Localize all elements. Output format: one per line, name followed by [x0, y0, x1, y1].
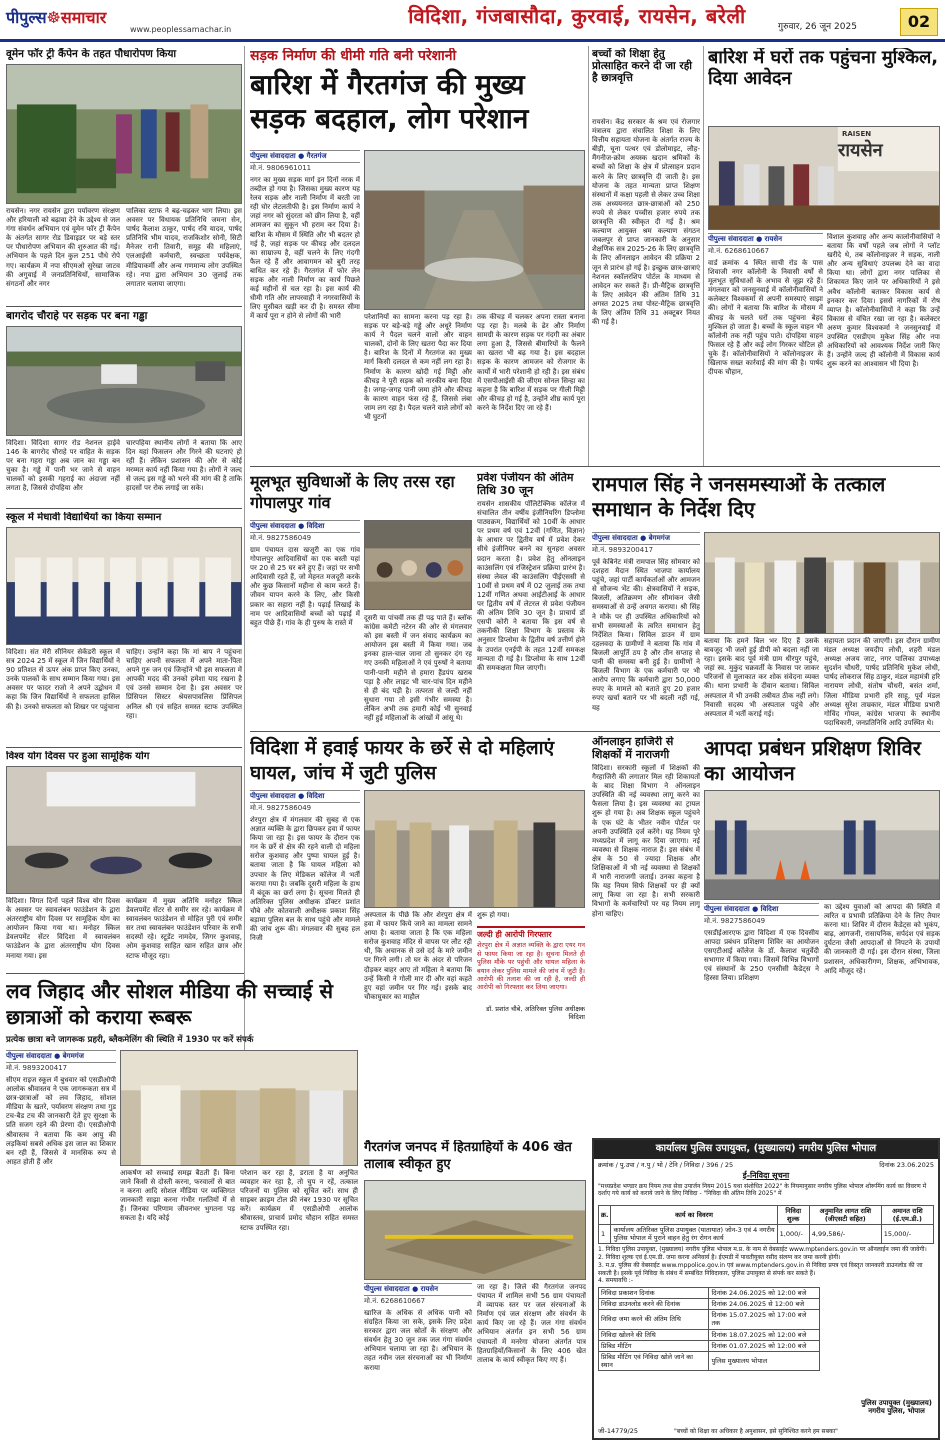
byline-place: रायसेन — [420, 1285, 439, 1293]
tender-intro: "मध्यप्रदेश भण्डार क्रय नियम तथा सेवा उपार्जन नियम 2015 यथा संशोधित 2022" के नियमानुसार नगरीय पुलिस भोपाल शोरूमिंग कार्य का विवरण में दर्शाए गये कार्य को कराये जाने के लिए निविदा - "निविदा की अंतिम तिथि 2025" में — [598, 1182, 927, 1198]
online-body: विदिशा। सरकारी स्कूलों में शिक्षकों की गैरहाजिरी की लगातार मिल रही शिकायतों के बाद शिक्षा विभाग ने ऑनलाइन उपस्थिति की नई व्यवस्था लागू करने का फैसला लिया है। इस व्यवस्था का ट्रायल शुरू हो गया है। अब शिक्षक स्कूल पहुंचने के एक घंटे के भीतर नवीन पोर्टल पर अपनी उपस्थिति दर्ज करेंगे। यह नियम पूरे मध्यप्रदेश में लागू कर दिया जाएगा। नई व्यवस्था से शिक्षक नाराज हैं। इस संबंध में क्षेत्र के 50 से ज्यादा शिक्षक और शिक्षिकाओं में भी नई व्यवस्था से शिक्षकों में भारी नाराजगी जताई। उनका कहना है कि यह नियम सिर्फ शिक्षकों पर ही क्यों लागू किया जा रहा है। सभी सरकारी विभागों के कर्मचारियों पर यह नियम लागू होना चाहिए। — [592, 764, 700, 918]
column-divider — [703, 46, 704, 466]
byline-text: पीपुल्स संवाददाता — [250, 522, 296, 530]
road-body-col2: परेशानियों का सामना करना पड़ रहा है। सड़क पर बड़े-बड़े गड्ढे और अधूरे निर्माण कार्य ने पैदल चलने वालों और वाहन चालकों, दोनों के लिए खतरा पैदा कर दिया है। बारिश के दिनों में गैरतगंज का मुख्य मार्ग किसी दलदल से कम नहीं लग रहा है। निर्माण के कारण खोदी गई मिट्टी और कीचड़ ने पूरी सड़क को नारकीय बना दिया है। जगह-जगह पानी जमा होने और कीचड़ के कारण वाहन फंस रहे हैं, जिससे लंबा जाम लग रहा है। पैदल चलने वाले लोगों को भी घुटनों — [364, 313, 472, 422]
awareness-session-photo — [120, 1050, 358, 1166]
admission-body: रायसेन शासकीय पॉलिटेक्निक कॉलेज में संचालित तीन वर्षीय इंजीनियरिंग डिप्लोमा पाठ्यक्रम, विद्यार्थियों को 10वीं के आधार पर प्रथम वर्ष एवं 12वीं (गणित, विज्ञान) के आधार पर द्वितीय वर्ष में प्रवेश देकर सीधे इंजीनियर बनने का सुनहरा अवसर प्रदान करता है। प्रवेश हेतु ऑनलाइन काउंसलिंग एवं रजिस्ट्रेशन प्रक्रिया प्रारंभ है। संस्था लेवल की काउंसलिंग पीईएससी से 10वीं से प्रथम वर्ष में 02 जुलाई तक तथा 12वीं गणित अथवा आईटीआई के आधार पर द्वितीय वर्ष में लेटरल से प्रवेश पंजीयन की अंतिम तिथि 30 जून है। प्राचार्य डॉ एसपी कोरी ने बताया कि इस वर्ष से तकनीकी शिक्षा विभाग के प्रस्ताव के अनुसार डिप्लोमा के द्वितीय वर्ष उत्तीर्ण होने के उपरांत एनईपी के तहत 12वीं समकक्ष मान्यता दी गई है। डिप्लोमा के साथ 12वीं की समकक्षता मिल जाएगी। — [477, 500, 585, 672]
pothole-headline: बागरोद चौराहे पर सड़क पर बना गड्ढा — [6, 310, 148, 322]
plant-body-col1: रायसेन। नगर रायसेन द्वारा पर्यावरण संरक्षण और हरियाली को बढ़ावा देने के उद्देश्य से जल गंगा संवर्धन अभियान एवं वूमेन फॉर ट्री कैंपेन के अंतर्गत सागर रोड डिवाइडर पर बड़े स्तर पर पौधारोपण अभियान की शुरुआत की गई। अभियान के पहले दिन कुल 251 पौधे रोपे गए। कार्यक्रम में नपा सीएमओ सुरेखा जाटव की अगुवाई में जनप्रतिनिधियों, सामाजिक संगठनों और नगर — [6, 207, 120, 288]
table-cell: दिनांक 01.07.2025 को 12:00 बजे — [709, 1340, 819, 1351]
scholar-body: रायसेन। केंद्र सरकार के श्रम एवं रोजगार मंत्रालय द्वारा संचालित शिक्षा के लिए वित्तीय सहायता योजना के अंतर्गत राज्य के बीड़ी, चूना पत्थर एवं डोलोमाइट, लौह-मैंगनीज-क्रोम अयस्क खदान श्रमिकों के बच्चों को शिक्षा के क्षेत्र में प्रोत्साहन प्रदान करने के लिए छात्रवृत्ति दी जाती है। इस योजना के तहत मान्यता प्राप्त शिक्षण संस्थानों में कक्षा पहली से लेकर उच्च शिक्षा तक अध्ययनरत छात्र-छात्राओं को 250 रुपये से लेकर पच्चीस हजार रुपये तक छात्रवृत्ति की स्वीकृत दी गई है। श्रम कल्याण आयुक्त श्रम कल्याण संगठन जबलपुर से प्राप्त जानकारी के अनुसार शैक्षणिक सत्र 2025-26 के लिए छात्रवृत्ति के लिए ऑनलाइन आवेदन की प्रक्रिया 2 जून से प्रारंभ हो गई है। इच्छुक छात्र-छात्राएं नेशनल स्कॉलरशिप पोर्टल के माध्यम से आवेदन कर सकते हैं। प्री-मैट्रिक छात्रवृत्ति के लिए आवेदन की अंतिम तिथि 31 अगस्त 2025 तथा पोस्ट-मैट्रिक छात्रवृत्ति के लिए अंतिम तिथि 31 अक्टूबर नियत की गई है। — [592, 118, 700, 327]
school-felicitation-photo — [6, 527, 242, 645]
table-cell: निविदा खोलने की तिथि — [599, 1329, 709, 1340]
divider — [250, 466, 940, 467]
column-divider — [244, 46, 245, 1136]
yoga-body-col2: कार्यक्रम में मुख्य अतिथि मनोहर स्किल डेवलपमेंट सेंटर से समीर सर रहे। कार्यक्रम में स्वावलंबन फाउंडेशन से मोहित पुरी एवं समीर सर तथा स्वावलंबन फाउंडेशन परिवार के सभी सदस्यों रहे। स्टूडेंट नामदेव, जिगर कुशवाह, ओम कुशवाह साहित खान सहित छात्र और स्टाफ मौजूद रहा। — [126, 897, 242, 960]
tender-note: 4. समयावधि :- — [598, 1277, 633, 1285]
table-row — [599, 1288, 820, 1299]
admission-headline: प्रवेश पंजीयन की अंतिम तिथि 30 जून — [477, 472, 574, 497]
tender-note: 1. निविदा पुलिस उपायुक्त, (मुख्यालय) नगरीय पुलिस भोपाल म.प्र. के नाम से वेबसाईट www.mptenders.gov.in पर ऑनलाईन जमा की जावेगी। — [598, 1246, 927, 1254]
online-headline: ऑनलाइन हाजिरी से शिक्षकों में नाराजगी — [592, 736, 674, 761]
table-header: कार्य का विवरण — [611, 1205, 777, 1224]
signature-line1: पुलिस उपायुक्त (मुख्यालय) — [861, 1398, 932, 1407]
byline-text: पीपुल्स संवाददाता — [592, 534, 638, 542]
photo-sign-small: RAISEN — [842, 130, 872, 138]
table-cell: निविदा जमा करने की अंतिम तिथि — [599, 1310, 709, 1329]
fire-byline: पीपुल्स संवाददाता ● विदिशा — [250, 790, 360, 803]
tender-ref-row — [594, 1159, 938, 1171]
plantation-photo — [6, 64, 242, 204]
table-cell: 15,000/- — [881, 1224, 933, 1243]
gopal-body-col2: दूसरी या पांचवीं तक ही पढ़ पाते हैं। ब्लॉक कांग्रेस कमेटी नटेरन की ओर से मंगलवार को इस बस्ती में जन संवाद कार्यक्रम का आयोजन इस बस्ती में किया गया। जब इनका हाल-चाल जाना तो सुनकर दंग रह गए उनकी महिलाओं ने एवं पुरुषों ने बताया पानी-पानी महीने से हमारा हैंडपंप खराब पड़ा है और लाइट भी चार-पांच दिन महीने से ही बंद पड़ी है। तत्परता से जल्दी नहीं सुधारा गया तो इसी गंभीर समस्या है। लेकिन अभी तक हमारी कोई भी सुनवाई नहीं हुई महिलाओं के आंखों में आंसू थे। — [364, 614, 472, 723]
table-cell: 4,99,586/- — [809, 1224, 881, 1243]
table-cell: पुलिस मुख्यालय भोपाल — [709, 1351, 819, 1370]
byline-text: पीपुल्स संवाददाता — [250, 792, 296, 800]
tender-note: 2. निविदा शुल्क एवं ई.एम.डी. जमा करना अनिवार्य है। ईएमडी में पावतीयुक्त रसीद संलग्न कर जमा करनी होगी। — [598, 1253, 841, 1261]
rain-body-col2: विशाल कुशवाह और अन्य कालोनीवासियों ने बताया कि वर्षों पहले जब लोगों ने प्लॉट खरीदे थे, तब कॉलोनाइजर ने सड़क, नाली और अन्य सुविधाएं उपलब्ध देने का वादा किया था। लोगों द्वारा नगर पालिका से शिकायत किए जाने पर अधिकारियों ने इसे अवैध कॉलोनी बताकर विकास कार्य से इनकार कर दिया। इससे नागरिकों में रोष व्याप्त है। कॉलोनीवासियों ने कहा कि उन्हें विकास से वंचित रखा जा रहा है। कलेक्टर अरुण कुमार विश्वकर्मा ने जनसुनवाई में उपस्थित एसडीएम मुकेश सिंह और नपा अधिकारियों को आवश्यक निर्देश जारी किए हैं। उन्होंने जल्द ही कॉलोनी में विकास कार्य शुरू करने का आश्वासन भी दिया है। — [827, 233, 940, 369]
table-row — [599, 1310, 820, 1329]
muddy-road-photo — [364, 150, 585, 310]
school-body-col1: विदिशा। संत मेरी सीनियर सेकेंडरी स्कूल में सत्र 2024 25 में स्कूल में जिन विद्यार्थियों ने 90 प्रतिशत से ऊपर अंक प्राप्त किए उनका, उनके पालकों के साथ सम्मान किया गया। इस अवसर पर फादर राजो ने अपने उद्बोधन में कहा कि जिन विद्यार्थियों ने सफलता हासिल की है। उनको सफलता को शिखर पर पहुंचाना — [6, 648, 120, 711]
hitgrahi-body-col1: खारिज के अधिक से अधिक पानी को संग्रहित किया जा सके, इसके लिए प्रदेश सरकार द्वारा जल स्रोतों के संरक्षण और संवर्धन हेतु 30 जून तक जल गंगा संवर्धन अभियान चलाया जा रहा है। अभियान के तहत नवीन जल संरचनाओं का भी निर्माण कराया — [364, 1309, 472, 1372]
byline-text: पीपुल्स संवाददाता — [6, 1052, 52, 1060]
gopal-headline: मूलभूत सुविधाओं के लिए तरस रहा गोपालपुर गांव — [250, 472, 455, 512]
pothole-body-col1: विदिशा। विदिशा सागर रोड नेशनल हाईवे 146 के बागरोद चौराहे पर वाहित के सड़क पर बना गहरा गड्ढा अब जान का गड्ढा बन चुका है। गड्ढे में पानी भर जाने से वाहन चालकों को इसकी गहराई का अंदाजा नहीं लगता है, जिससे दोपहिया और — [6, 439, 120, 493]
rampal-mobile: मो.नं. 9893200417 — [592, 546, 654, 554]
love-body-col3: परेशान कर रहा है, डराता है या अनुचित व्यवहार कर रहा है, तो चुप न रहें, तत्काल परिजनों या पुलिस को सूचित करें। साथ ही साइबर क्राइम टोल फ्री नंबर 1930 पर सूचित करें। कार्यक्रम में एसडीओपी आलोक श्रीवास्तव, प्राचार्य प्रमोद चौहान सहित समस्त स्टाफ उपस्थित रहा। — [240, 1169, 358, 1232]
tender-signature — [861, 1399, 932, 1417]
training-camp-photo — [704, 790, 940, 900]
byline-place: विदिशा — [760, 905, 779, 913]
signature-line2: नगरीय पुलिस, भोपाल — [868, 1407, 925, 1416]
rain-body-col1: वार्ड क्रमांक 4 स्थित साची रोड के पास शिवाजी नगर कॉलोनी के निवासी वर्षों से मूलभूत सुविधाओं के अभाव से जूझ रहे हैं। मंगलवार को जनसुनवाई में कॉलोनीवासियों ने कलेक्टर विश्वकर्मा से अपनी समस्याएं साझा की। लोगों ने बताया कि बारिश के मौसम में कीचड़ के चलते घरों तक पहुंचना बेहद मुश्किल हो जाता है। बच्चों के स्कूल वाहन भी कॉलोनी तक नहीं पहुंच पाते। दोपहिया वाहन फिसल रहे हैं और कई लोग गिरकर चोटिल हो चुके हैं। कॉलोनीवासियों ने कॉलोनाइजर के खिलाफ सख्त कार्रवाई की मांग की है। पार्षद दीपक चौहान, — [708, 259, 823, 377]
gopal-byline: पीपुल्स संवाददाता ● विदिशा — [250, 520, 360, 533]
divider — [6, 747, 242, 748]
rain-mobile: मो.नं. 6268610667 — [708, 247, 770, 255]
village-meeting-photo — [364, 520, 472, 610]
road-kicker: सड़क निर्माण की धीमी गति बनी परेशानी — [250, 48, 457, 64]
fire-mobile: मो.नं. 9827586049 — [250, 804, 312, 812]
school-body-col2: चाहिए। उन्होंने कहा कि मां बाप ने पहुंचना चाहिए अपनी सफलता में अपने माता-पिता अपने गुरु जन एवं जिन्होंने भी इस सफलता में आपकी मदद की उनको हमेशा याद रखना है एवं उनसे सम्मान देना है। इस अवसर पर प्रिंसिपल सिस्टर श्रेयसपावलिस प्रिंसिपल अनिल श्री एवं सहित समस्त स्टाफ उपस्थित रहा। — [126, 648, 242, 720]
road-body-col3: तक कीचड़ में चलकर अपना रास्ता बनाना पड़ रहा है। मलबे के ढेर और निर्माण सामग्री के कारण सड़क पर गंदगी का अंबार लगा हुआ है, जिससे बीमारियों के फैलने का खतरा भी बढ़ गया है। इस बदहाल सड़क के कारण आमजन को रोजगार के कार्यों में भारी परेशानी हो रही है। इस संबंध में एसपीआईसी की जीएम सोनल सिन्हा का कहना है कि बारिश में सड़क पर गीली मिट्टी और कीचड़ हो गई है, उन्होंने शीघ्र कार्य पूरा करने के निर्देश दिए जा रहे हैं। — [477, 313, 585, 412]
page-number: 02 — [900, 8, 938, 36]
tender-notes — [594, 1244, 938, 1287]
tender-title: कार्यालय पुलिस उपायुक्त, (मुख्यालय) नगरीय पुलिस भोपाल — [594, 1140, 938, 1159]
column-divider — [588, 46, 589, 466]
byline-text: पीपुल्स संवाददाता — [704, 905, 750, 913]
hitgrahi-headline: गैरतगंज जनपद में हितग्राहियों के 406 खेत तालाब स्वीकृत हुए — [364, 1140, 572, 1172]
rampal-body-col3: सहायता प्रदान की जाएगी। इस दौरान ग्रामीण मंडल अध्यक्ष जयदीप लोधी, शहरी मंडल अध्यक्ष अजय जाट, नगर पालिका उपाध्यक्ष सुदर्शन चौधरी, पार्षद प्रतिनिधि मुकेश लोधी, पार्षद लोकराज सिंह ठाकुर, मंडल महामंत्री हरि नारायण लोधी, संतोष चौधरी, बसंत शर्मा, जिला मीडिया प्रभारी हरि साहू, पूर्व मंडल अध्यक्ष सुरेश ताम्रकार, मंडल मीडिया प्रभारी गोविंद गोयल, कांग्रेस भाजपा के स्थानीय पदाधिकारी, जनप्रतिनिधि आदि उपस्थित थे। — [824, 637, 940, 726]
love-mobile: मो.नं. 9893200417 — [6, 1064, 68, 1072]
website-url[interactable]: www.peoplessamachar.in — [130, 25, 232, 34]
byline-text: पीपुल्स संवाददाता — [364, 1285, 410, 1293]
byline-place: रायसेन — [764, 235, 783, 243]
fire-body-col1: शेरपुरा क्षेत्र में मंगलवार की सुबह से एक अज्ञात व्यक्ति के द्वारा छिपकर हवा में फायर किया जा रहा है। इस फायर के दौरान एक गन के छर्रे से क्षेत्र की रहने वाली दो महिला सरोज कुशवाह और पुष्पा घायल हुई है। बताया जाता है कि घायल महिला को उपचार के लिए मेडिकल कॉलेज में भर्ती कराया गया है। जबकि दूसरी महिला के हाथ में बंदूक का छर्रा लगा है। सूचना मिलते ही अतिरिक्त पुलिस अधीक्षक डॉक्टर प्रशांत चौबे और कोतवाली अधीक्षक प्रकाश सिंह बड़ामा पुलिस बल के साथ पहुंचे और मामले की जांच शुरू की। मंगलवार की सुबह हल निजी — [250, 816, 360, 943]
tender-table — [598, 1205, 934, 1245]
table-row — [599, 1340, 820, 1351]
love-body-col2: आकर्षण को सच्चाई समझ बैठती हैं। बिना जाने किसी से दोस्ती करना, फरवालों से बात न करना आदि सोशल मीडिया पर व्यक्तिगत जानकारी साझा करना गंभीर गलतियों में से हैं। जिनका परिणाम जीवनभर भुगतना पड़ सकता है। यदि कोई — [120, 1169, 235, 1223]
table-row — [599, 1329, 820, 1340]
yoga-headline: विश्व योग दिवस पर हुआ सामूहिक योग — [6, 751, 150, 762]
rampal-byline: पीपुल्स संवाददाता ● बेगमगंज — [592, 532, 700, 545]
table-header: अमानत राशि (ई.एम.डी.) — [881, 1205, 933, 1224]
fire-callout — [477, 926, 585, 1026]
rampal-body-col2: बताया कि हमने बिल भर दिए हैं उसके बावजूद भी जलो हुई डीपी को बदला नहीं जा रहा। इसके बाद पूर्व मंत्री ग्राम धीरपुर पहुंचे, जहां स्व. मुकुंद चक्रवर्ती के निवास पर जाकर परिजनों से मुलाकात कर शोक संवेदना व्यक्त की। थाना प्रभारी के दीवान बताया। सिविल अस्पताल में भी उनकी तबीयत ठीक नहीं लगे। निवासी सदस्य भी अस्पताल पहुंचे और अस्पताल में भर्ती कराई गई। — [704, 637, 819, 718]
byline-place: बेगमगंज — [62, 1052, 84, 1060]
police-tender-notice — [592, 1138, 940, 1440]
hitgrahi-body-col2: जा रहा है। जिले की गैरतगंज जनपद पंचायत में शामिल सभी 56 ग्राम पंचायतों में व्यापक स्तर पर जल संरचनाओं के निर्माण एवं जल संरक्षण और संवर्धन के कार्य किए जा रहे हैं। जल गंगा संवर्धन अभियान अंतर्गत इन सभी 56 ग्राम पंचायतों में मनरेगा योजना अंतर्गत पात्र हितग्राहियों/किसानों के लिए 406 खेत तालाब के कार्य स्वीकृत किए गए हैं। — [477, 1283, 586, 1364]
table-cell: निविदा डाउनलोड करने की दिनांक — [599, 1299, 709, 1310]
disaster-byline: पीपुल्स संवाददाता ● विदिशा — [704, 903, 819, 916]
road-mobile: मो.नं. 9806961011 — [250, 164, 312, 172]
plant-body-col2: पालिका स्टाफ ने बढ़-चढ़कर भाग लिया। इस अवसर पर विधायक प्रतिनिधि जमना सेन, पार्षद कैलाश ठाकुर, पार्षद रवि यादव, पार्षद प्रतिनिधि भीम यादव, राजकिशोर सोनी, सिटी मैनेजर रानी तिवारी, समूह की महिलाएं, एलआईसी कर्मचारी, स्वच्छता पर्यवेक्षक, मीडियाकर्मी और अन्य गणमान्य लोग उपस्थित रहे। नपा द्वारा अभियान 30 जुलाई तक लगातार चलाया जाएगा। — [126, 207, 242, 288]
school-headline: स्कूल में मेधावी विद्यार्थियों का किया सम्मान — [6, 512, 162, 523]
disaster-headline: आपदा प्रबंधन प्रशिक्षण शिविर का आयोजन — [704, 736, 921, 785]
road-byline: पीपुल्स संवाददाता ● गैरतगंज — [250, 150, 360, 163]
fire-headline: विदिशा में हवाई फायर के छर्रे से दो महिलाएं घायल, जांच में जुटी पुलिस — [250, 737, 555, 784]
table-cell: कार्यालय अतिरिक्त पुलिस उपायुक्त (यातायात) जोन-3 एवं 4 नगरीय पुलिस भोपाल में पुराने वाहन हेतु रंग रोगन कार्य — [611, 1224, 777, 1243]
rampal-headline: रामपाल सिंह ने जनसमस्याओं के तत्काल समाधान के निर्देश दिए — [592, 472, 886, 521]
byline-place: गैरतगंज — [306, 152, 327, 160]
table-cell: 1 — [599, 1224, 611, 1243]
fire-body-col3: शुरू हो गया। — [477, 911, 510, 919]
disaster-body-col2: का उद्देश्य युवाओं को आपदा की स्थिति में त्वरित व प्रभावी प्रतिक्रिया देने के लिए तैयार करना था। शिविर में दौरान कैडेट्स को भूकंप, बाढ़, आगजनी, रासायनिक, सर्पदंश एवं सड़क दुर्घटना जैसी आपदाओं से निपटने के उपायों की जानकारी दी गई। इस दौरान संस्था, जिला प्रशासन, अधिकारीगण, शिक्षक, अभिभावक, आदि मौजूद रहे। — [824, 903, 940, 975]
table-cell: दिनांक 24.06.2025 को 12:00 बजे — [709, 1288, 819, 1299]
gopal-body-col1: ग्राम पंचायत दास खजूरी का एक गांव गोपालपुर आदिवासियों का एक बस्ती यहां पर 20 से 25 घर बने हुए हैं। जहां पर सभी आदिवासी रहते हैं, जो मेहनत मजदूरी करके और कुछ किसानों महीना से काम करते हैं। जीवन यापन करने के लिए, और किसी प्रकार का सहारा नहीं है। पढ़ाई लिखाई के नाम पर आदिवासियों बच्चों को पढ़ाई में बहुत पीछे हैं। गांव के ही पुरुष के रास्ते में — [250, 546, 360, 627]
fire-body-col2: अस्पताल के पीछे कि और शेरपुरा क्षेत्र में हवा में फायर किये जाने का मामला सामने आया है। बताया जाता है कि एक महिला सरोज कुशवाह मंदिर से वापस पर लौट रही थी, कि अचानक से उसे दर्द के मारे जमीन पर गिरने लगी। तो घर के अंदर से परिजन दौड़कर बाहर आए तो महिला ने बताया कि उन्हें किसी ने गोली मार दी और वहां कहते हुए वहां जमीन पर गिर गई। इसके बाद चौकाघुकार का माहौल — [364, 911, 472, 1001]
hitgrahi-byline: पीपुल्स संवाददाता ● रायसेन — [364, 1283, 472, 1296]
tender-ref-date: दिनांक 23.06.2025 — [879, 1160, 934, 1169]
byline-text: पीपुल्स संवाददाता — [708, 235, 754, 243]
hitgrahi-mobile: मो.नं. 6268610667 — [364, 1297, 426, 1305]
divider — [250, 731, 940, 732]
love-headline: लव जिहाद और सोशल मीडिया की सच्चाई से छात्राओं को कराया रूबरू — [6, 979, 333, 1029]
rain-headline: बारिश में घरों तक पहुंचना मुश्किल, दिया आवेदन — [708, 48, 939, 89]
tender-ref: क्रमांक / पु.उपा / न.पु / भो / टेनि / निविदा / 396 / 25 — [598, 1160, 734, 1169]
table-header: अनुमानित लागत राशि (जीएसटी सहित) — [809, 1205, 881, 1224]
gopal-mobile: मो.नं. 9827586049 — [250, 534, 312, 542]
byline-place: विदिशा — [306, 522, 325, 530]
disaster-mobile: मो.नं. 9827586049 — [704, 917, 766, 925]
tender-note: 3. म.प्र. पुलिस की वेबसाईट www.mppolice.gov.in एवं www.mptenders.gov.in से निविदा प्रपत्र एवं विस्तृत जानकारी डाउनलोड की जा सकती है। इसके पूर्व निविदा के संबंध में सम्बंधित निविदाकार, पुलिस उपायुक्त से संपर्क कर सकते हैं। — [598, 1261, 923, 1277]
callout-headline: जल्दी ही आरोपी गिरफ्तार — [477, 930, 552, 939]
table-header-row — [599, 1205, 934, 1224]
edition-cities: विदिशा, गंजबासौदा, कुरवाई, रायसेन, बरेली — [408, 4, 746, 28]
photo-sign: रायसेन — [838, 140, 883, 161]
table-cell: प्रिबिड मीटिंग एवं निविदा खोले जाने का स्थान — [599, 1351, 709, 1370]
divider — [6, 306, 242, 307]
tender-schedule-table — [598, 1287, 820, 1371]
callout-body: शेरपुरा क्षेत्र में अज्ञात व्यक्ति के द्वारा एयर गन से फायर किया जा रहा है। सूचना मिलते ही पुलिस मौके पर पहुंची और घायल महिला के बयान लेकर पुलिस मामले की जांच में जुटी है। आरोपी की तलाश की जा रही है, जल्दी ही आरोपी को गिरफ्तार कर लिया जाएगा। — [477, 941, 585, 992]
divider — [6, 508, 242, 509]
collector-hearing-photo — [708, 126, 940, 230]
love-subhead: प्रत्येक छात्रा बने जागरूक प्रहरी, ब्लैकमेलिंग की स्थिति में 1930 पर करें संपर्क — [6, 1035, 254, 1045]
byline-text: पीपुल्स संवाददाता — [250, 152, 296, 160]
byline-place: विदिशा — [306, 792, 325, 800]
love-body-col1: सीएम राइज स्कूल में बुधवार को एसडीओपी आलोक श्रीवास्तव ने एक जागरूकता सत्र में छात्र-छात्राओं को लव जिहाद, सोशल मीडिया के खतरे, पर्यावरण संरक्षण तथा गुड टच-बैड टच की जानकारी देते हुए सुरक्षा के प्रति सजग रहने की प्रेरणा दी। एसडीओपी श्रीवास्तव ने बताया कि कम आयु की लड़कियां सबसे अधिक इस जाल का शिकार बन रही हैं, जिससे वे मानसिक रूप से आहत होती हैं और — [6, 1076, 116, 1166]
byline-place: बेगमगंज — [648, 534, 670, 542]
table-cell: 1,000/- — [777, 1224, 809, 1243]
callout-quote-name: डॉ. प्रशांत चौबे, अतिरिक्त पुलिस अधीक्षक विदिशा — [485, 1005, 585, 1022]
plant-headline: वूमेन फॉर ट्री कैंपेन के तहत पौधारोपण किया — [6, 48, 177, 60]
table-row — [599, 1351, 820, 1370]
newspaper-logo[interactable]: पीपुल्स☸समाचार — [6, 8, 107, 27]
rampal-body-col1: पूर्व केबिनेट मंत्री रामपाल सिंह सोमवार को दशहरा मैदान स्थित भाजपा कार्यालय पहुंचे, जहां पार्टी कार्यकर्ताओं और आमजन से सौजन्य भेंट की। क्षेत्रवासियों ने सड़क, बिजली, अतिक्रमण और सीमांकन जैसी समस्याओं से उन्हें अवगत कराया। श्री सिंह ने मौके पर ही उपस्थित अधिकारियों को सभी समस्याओं के त्वरित समाधान हेतु निर्देशित किया। सिविल डाउन में ग्राम दहलवदा के ग्रामीणों ने बताया कि गांव में बिजली आपूर्ति ठप है और तीन सप्ताह से पानी की समस्या बनी हुई है। ग्रामीणों ने बिजली विभाग के एक कर्मचारी पर भी आरोप लगाए कि कर्मचारी द्वारा 50,000 रुपए के मामले को बताते हुए 20 हजार रुपए खर्चा बताने पर भी बदली नहीं गई, यह — [592, 558, 700, 712]
scholar-headline: बच्चों को शिक्षा हेतु प्रोत्साहित करने दी जा रही है छात्रवृत्ति — [592, 48, 692, 85]
table-header: क्र. — [599, 1205, 611, 1224]
tender-subtitle: ई-निविदा सूचना — [742, 1170, 790, 1180]
table-row — [599, 1299, 820, 1310]
disaster-body-col1: एसडीईआरएफ द्वारा विदिशा में एक दिवसीय आपदा प्रबंधन प्रशिक्षण शिविर का आयोजन एसएटीआई कॉलेज के डॉ. कैलाश चतुर्वेदी सभागार में किया गया। जिसमें विभिन्न विभागों एवं संस्थानों के 250 एनसीसी कैडेट्स ने हिस्सा लिया। प्रशिक्षण — [704, 929, 819, 983]
pothole-body-col2: चारपहिया स्थानीय लोगों ने बताया कि आए दिन यहां फिसलन और गिरने की घटनाएं हो रही हैं। लेकिन प्रशासन की ओर से कोई मरम्मत कार्य नहीं किया गया है। लोगों ने जल्द से जल्द इस गड्ढे को भरने की मांग की है ताकि हादसों पर रोक लगाई जा सके। — [126, 439, 242, 493]
table-cell: निविदा प्रकाशन दिनांक — [599, 1288, 709, 1299]
table-cell: दिनांक 24.06.2025 से 12:00 बजे — [709, 1299, 819, 1310]
rampal-meeting-photo — [704, 532, 940, 634]
tender-footer-slogan: "बच्चों को शिक्षा का अधिकार है अनुशासन, इसे सुनिश्चित करने हम सबका" — [674, 1427, 838, 1435]
table-header: निविदा शुल्क — [777, 1205, 809, 1224]
police-investigation-photo — [364, 790, 585, 908]
table-cell: दिनांक 15.07.2025 को 17:00 बजे तक — [709, 1310, 819, 1329]
road-body-col1: नगर का मुख्य सड़क मार्ग इन दिनों नरक में तब्दील हो गया है। जिसका मुख्य कारण यह रेलव सड़क और नाली निर्माण में बरती जा रही घोर लेटलतीफी है। इस निर्माण कार्य ने जहां नगर को सुंदरता को छीन लिया है, वहीं आमजन का सुकून भी हराम कर दिया है। बारिश के मौसम में स्थिति और भी बदतर हो गई है, जहां सड़क पर कीचड़ और दलदल का साम्राज्य है, वहीं चलने के लिए गंदगी फैल रहे हैं और आवागमन को बुरी तरह बाधित कर रहे हैं। गैरतगंज में फोर लेन सड़क और नाली निर्माण का कार्य पिछले कई महीनों से चल रहा है। इस कार्य की धीमी गति और लापरवाही ने नगरवासियों के लिए मुसीबत खड़ी कर दी है। समस्त सीमा में कार्य पूरा न होने से लोगों की भारी — [250, 176, 360, 321]
table-cell: प्रिबिड मीटिंग — [599, 1340, 709, 1351]
road-headline: बारिश में गैरतगंज की मुख्य सड़क बदहाल, लोग परेशान — [250, 68, 529, 135]
love-byline: पीपुल्स संवाददाता ● बेगमगंज — [6, 1050, 116, 1063]
table-row — [599, 1224, 934, 1243]
tender-footer-code: जी-14779/25 — [598, 1426, 638, 1435]
yoga-photo — [6, 766, 242, 894]
yoga-body-col1: विदिशा। विगत दिनों पहले विश्व योग दिवस के अवसर पर स्वावलंबन फाउंडेशन के द्वारा अंतरराष्ट्रीय योग दिवस पर सामूहिक योग का आयोजन किया गया था। मनोहर स्किल डेवलपमेंट सेंटर विदिशा में स्वावलंबन फाउंडेशन के द्वारा अंतरराष्ट्रीय योग दिवस मनाया गया। इस — [6, 897, 120, 960]
divider — [6, 973, 244, 974]
rain-byline: पीपुल्स संवाददाता ● रायसेन — [708, 233, 823, 246]
issue-date: गुरुवार, 26 जून 2025 — [778, 22, 857, 32]
farm-pond-photo — [364, 1180, 586, 1280]
table-cell: दिनांक 18.07.2025 को 12:00 बजे — [709, 1329, 819, 1340]
pothole-photo — [6, 326, 242, 436]
